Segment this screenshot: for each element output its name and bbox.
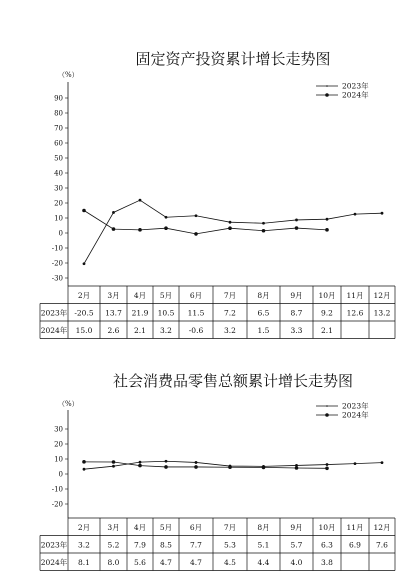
table-cell-value: 6.3 [321,540,333,550]
table-cell-value: 2.1 [134,325,146,335]
y-tick-label: 70 [54,124,63,133]
y-tick-label: 30 [54,184,63,193]
legend-label: 2024年 [342,90,369,100]
data-point-2023 [381,212,384,215]
y-tick-label: -30 [51,274,63,283]
table-cell-value: 2.6 [107,325,120,335]
x-category-label: 4月 [133,290,147,300]
y-tick-label: 50 [54,154,63,163]
x-category-label: 10月 [318,290,336,300]
table-cell-value: 8.0 [107,557,120,567]
table-cell-value: -0.6 [188,325,204,335]
data-point-2024 [138,228,142,232]
table-cell-value: 13.7 [105,308,122,318]
data-point-2023 [381,461,384,464]
table-cell-value: 2.1 [321,325,333,335]
data-point-2023 [195,461,198,464]
series-line-2023 [84,200,382,264]
table-row-header: 2023年 [40,308,68,318]
x-category-label: 5月 [159,522,173,532]
data-point-2024 [262,229,266,233]
data-point-2023 [295,219,298,222]
y-tick-label: 0 [58,229,63,238]
y-tick-label: -20 [51,500,63,509]
data-point-2024 [262,466,266,470]
table-cell-value: 7.7 [190,540,202,550]
data-point-2024 [82,460,86,464]
data-point-2024 [228,465,232,469]
data-point-2024 [194,232,198,236]
table-cell-value: 4.7 [190,557,202,567]
table-cell-value: 4.7 [160,557,172,567]
y-tick-label: 20 [54,440,63,449]
legend-marker [326,405,328,407]
data-point-2024 [194,465,198,469]
x-category-label: 5月 [159,290,173,300]
data-point-2023 [83,262,86,265]
table-cell-value: 7.2 [224,308,236,318]
legend-marker [325,413,329,417]
x-category-label: 7月 [223,290,237,300]
x-category-label: 2月 [77,522,91,532]
y-tick-label: -10 [51,485,63,494]
chart-title: 固定资产投资累计增长走势图 [135,50,331,68]
x-category-label: 12月 [373,522,391,532]
data-point-2023 [165,216,168,219]
data-point-2024 [228,226,232,230]
data-point-2024 [325,467,329,471]
table-cell-value: 5.1 [257,540,270,550]
table-row-header: 2023年 [40,540,68,550]
data-point-2024 [112,460,116,464]
data-point-2023 [83,468,86,471]
table-cell-value: 8.1 [78,557,90,567]
table-cell-value: 21.9 [131,308,149,318]
y-tick-label: 60 [54,139,63,148]
legend-marker [325,93,329,97]
y-unit-label: （%） [58,400,79,408]
legend-label: 2023年 [342,81,369,91]
data-point-2024 [164,226,168,230]
x-category-label: 3月 [107,290,120,300]
x-category-label: 9月 [290,290,303,300]
table-cell-value: 6.9 [349,540,361,550]
y-unit-label: （%） [58,71,79,79]
y-tick-label: 10 [54,455,63,464]
y-tick-label: 90 [54,94,63,103]
y-tick-label: 0 [58,470,63,479]
data-point-2023 [195,214,198,217]
series-line-2023 [84,461,382,469]
y-tick-label: 20 [54,199,63,208]
legend-label: 2023年 [342,401,369,411]
table-cell-value: 10.5 [157,308,175,318]
table-cell-value: 6.5 [257,308,270,318]
table-cell-value: 1.5 [257,325,270,335]
table-cell-value: 9.2 [321,308,333,318]
table-cell-value: 5.7 [290,540,303,550]
table-cell-value: 12.6 [346,308,364,318]
y-tick-label: -20 [51,259,63,268]
data-point-2024 [325,228,329,232]
data-point-2024 [138,464,142,468]
table-cell-value: 5.2 [107,540,120,550]
table-cell-value: 3.2 [160,325,172,335]
table-cell-value: 13.2 [373,308,391,318]
x-category-label: 6月 [189,522,203,532]
table-cell-value: 3.3 [290,325,303,335]
table-cell-value: 4.0 [290,557,303,567]
chart-title: 社会消费品零售总额累计增长走势图 [112,372,354,390]
data-point-2023 [112,211,115,214]
data-point-2023 [262,222,265,225]
x-category-label: 4月 [133,522,147,532]
x-category-label: 8月 [257,290,270,300]
data-point-2024 [112,227,116,231]
x-category-label: 6月 [189,290,203,300]
legend-marker [326,85,328,87]
y-tick-label: 30 [54,425,63,434]
x-category-label: 2月 [77,290,91,300]
table-cell-value: 7.6 [376,540,388,550]
table-cell-value: 4.4 [257,557,270,567]
table-cell-value: 5.3 [224,540,236,550]
data-point-2024 [82,209,86,213]
table-cell-value: 3.2 [78,540,90,550]
table-cell-value: 4.5 [224,557,236,567]
x-category-label: 8月 [257,522,270,532]
table-cell-value: 3.8 [321,557,333,567]
x-category-label: 7月 [223,522,237,532]
data-point-2024 [295,226,299,230]
data-point-2023 [229,221,232,224]
data-point-2023 [326,463,329,466]
x-category-label: 12月 [373,290,391,300]
table-cell-value: 7.9 [134,540,146,550]
legend-label: 2024年 [342,410,369,420]
table-row-header: 2024年 [40,325,68,335]
table-cell-value: 8.5 [160,540,172,550]
data-point-2023 [354,462,357,465]
y-tick-label: 10 [54,214,63,223]
data-point-2023 [165,460,168,463]
y-tick-label: -10 [51,244,63,253]
data-point-2023 [354,213,357,216]
data-point-2023 [139,461,142,464]
x-category-label: 11月 [346,522,364,532]
table-cell-value: 15.0 [75,325,93,335]
series-line-2024 [84,211,327,234]
y-tick-label: 80 [54,109,63,118]
table-cell-value: 3.2 [224,325,236,335]
table-row-header: 2024年 [40,557,68,567]
table-cell-value: -20.5 [74,308,94,318]
table-cell-value: 11.5 [187,308,205,318]
x-category-label: 10月 [318,522,336,532]
data-point-2023 [326,218,329,221]
y-tick-label: 40 [54,169,63,178]
x-category-label: 11月 [346,290,364,300]
data-point-2023 [112,465,115,468]
data-point-2024 [295,466,299,470]
table-cell-value: 5.6 [134,557,146,567]
data-point-2023 [139,199,142,202]
x-category-label: 3月 [107,522,120,532]
table-cell-value: 8.7 [290,308,303,318]
data-point-2024 [164,465,168,469]
x-category-label: 9月 [290,522,303,532]
